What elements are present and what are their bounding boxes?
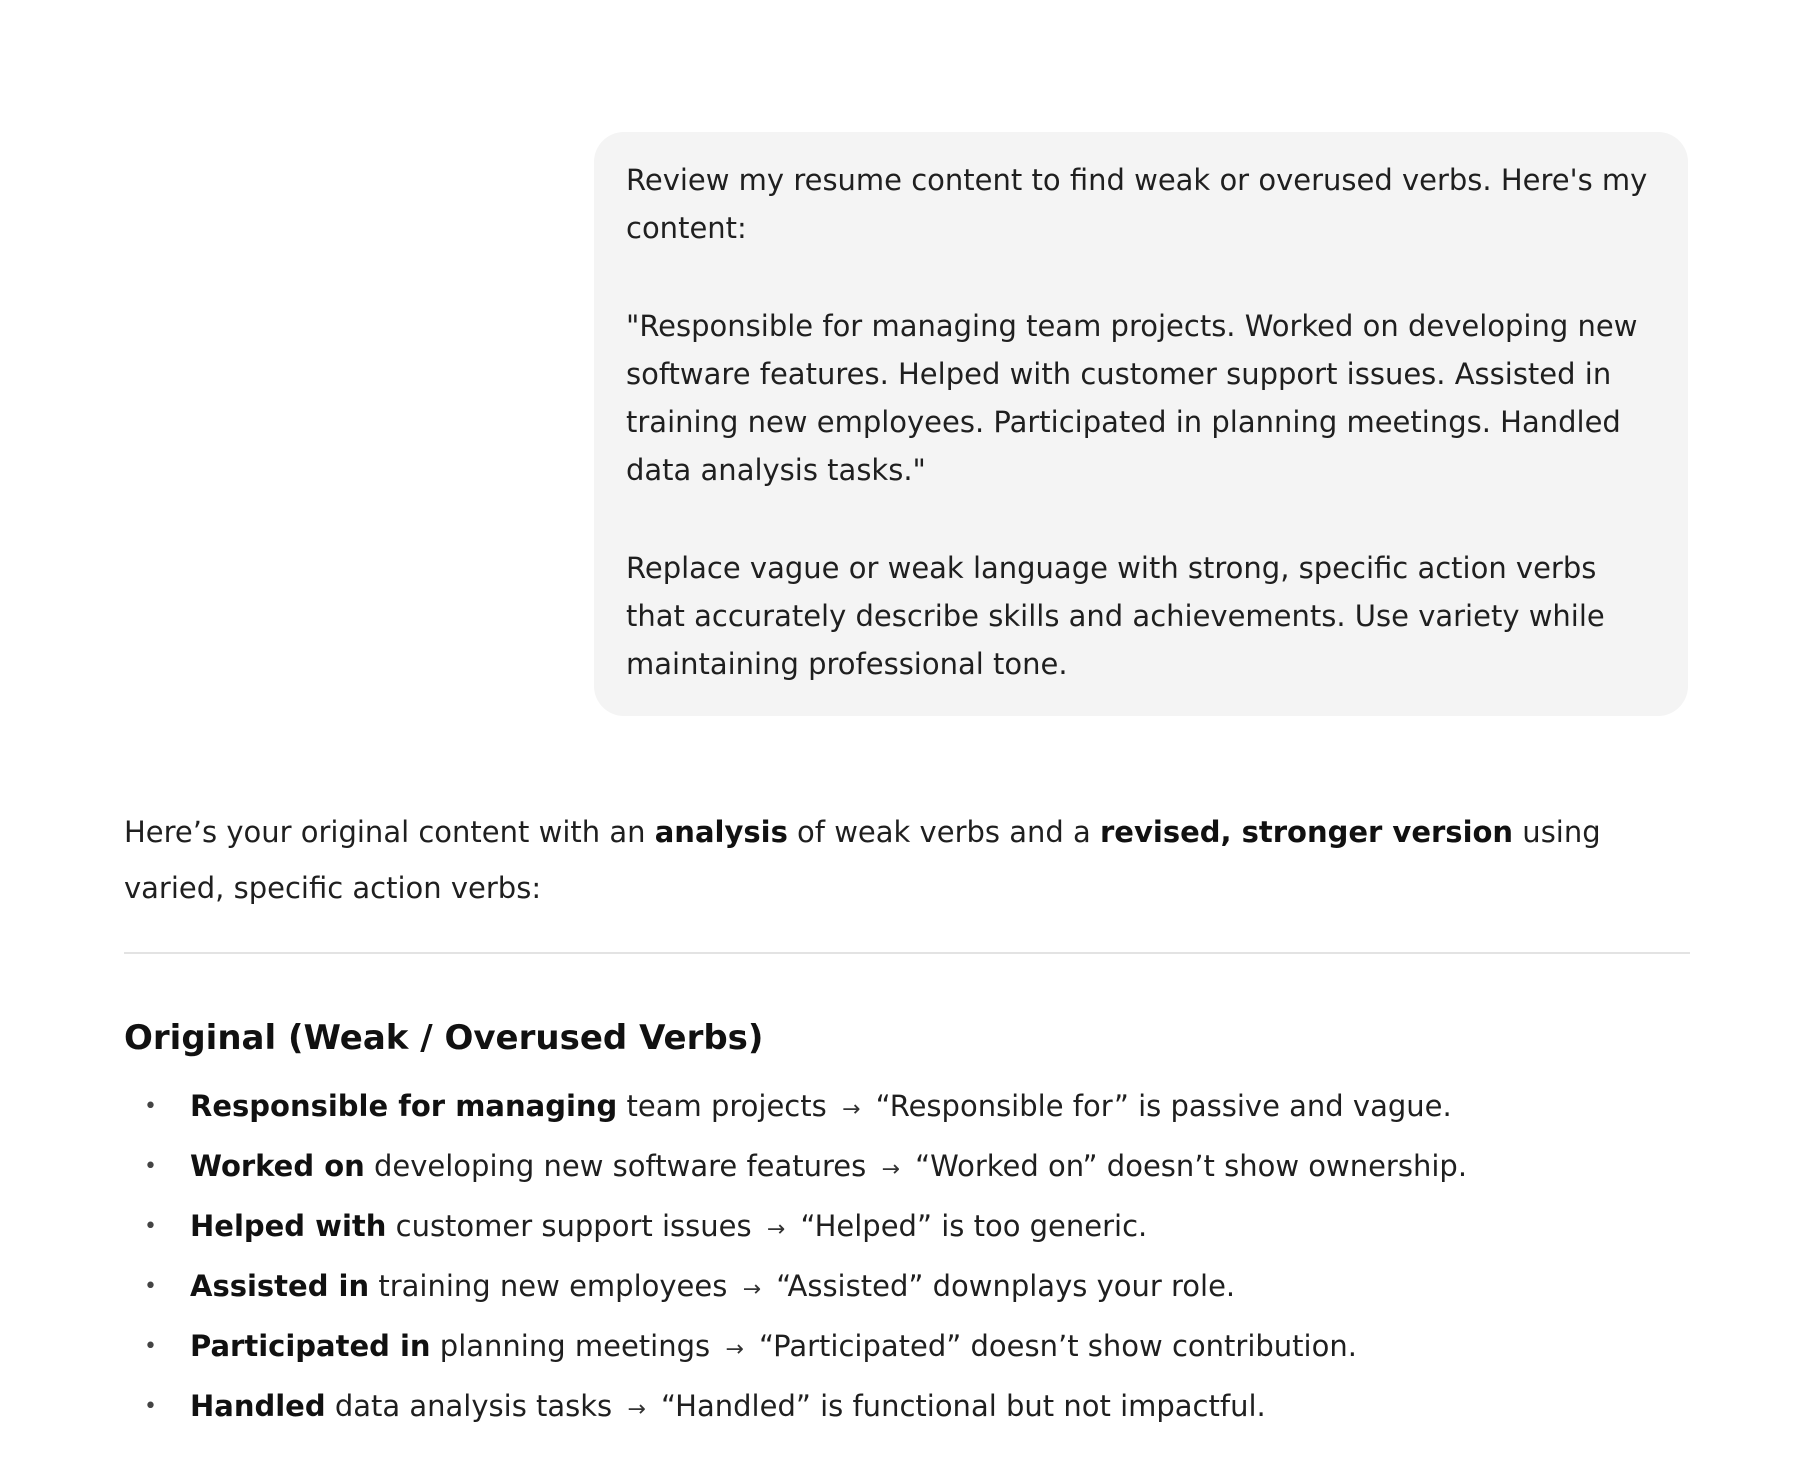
intro-text-2: of weak verbs and a [787,815,1100,849]
intro-text-3: using varied, specific action verbs: [124,815,1601,905]
section-divider [124,952,1690,954]
weak-verb-list [124,1078,1690,1438]
list-item [124,1138,1690,1198]
intro-bold-analysis: analysis [654,815,788,849]
list-item [124,1078,1690,1138]
item-text: training new employees [369,1269,737,1303]
arrow-right-icon: → [766,1217,786,1242]
arrow-right-icon: → [725,1337,744,1362]
arrow-right-icon: → [881,1157,900,1182]
intro-bold-revised: revised, stronger version [1100,815,1514,849]
weak-verb: Helped with [190,1209,387,1243]
bullet-icon: • [144,1394,157,1419]
item-comment: “Handled” is functional but not impactful. [651,1389,1266,1423]
item-text: customer support issues [386,1209,761,1243]
bullet-icon: • [144,1214,157,1239]
arrow-right-icon: → [841,1097,861,1122]
item-comment: “Assisted” downplays your role. [767,1269,1236,1303]
item-text: developing new software features [364,1149,876,1183]
section-heading-original: Original (Weak / Overused Verbs) [124,1018,764,1058]
item-text: data analysis tasks [325,1389,622,1423]
list-item [124,1198,1690,1258]
assistant-intro [124,804,1690,916]
weak-verb: Handled [190,1389,326,1423]
item-text: team projects [617,1089,836,1123]
intro-text-1: Here’s your original content with an [124,815,655,849]
item-comment: “Responsible for” is passive and vague. [866,1089,1452,1123]
list-item [124,1318,1690,1378]
weak-verb: Worked on [190,1149,365,1183]
list-item [124,1378,1690,1438]
list-item [124,1258,1690,1318]
weak-verb: Assisted in [190,1269,370,1303]
user-message-paragraph-1: Review my resume content to find weak or overused verbs. Here's my content: [626,163,1648,245]
arrow-right-icon: → [742,1277,761,1302]
user-message-paragraph-2: "Responsible for managing team projects. Worked on developing new software features. Helped with customer support issues. Assisted in training new employees. Participated in planning meetings. Handled data analysis tasks." [626,309,1638,487]
bullet-icon: • [144,1154,157,1179]
weak-verb: Responsible for managing [190,1089,618,1123]
user-message-paragraph-3: Replace vague or weak language with strong, specific action verbs that accurately describe skills and achievements. Use variety while maintaining professional tone. [626,551,1605,681]
item-text: planning meetings [430,1329,720,1363]
item-comment: “Helped” is too generic. [791,1209,1148,1243]
user-message-bubble [594,132,1688,716]
item-comment: “Worked on” doesn’t show ownership. [905,1149,1468,1183]
weak-verb: Participated in [190,1329,431,1363]
bullet-icon: • [144,1334,157,1359]
assistant-response [124,804,1690,1438]
bullet-icon: • [144,1094,157,1119]
arrow-right-icon: → [627,1397,646,1422]
bullet-icon: • [144,1274,157,1299]
item-comment: “Participated” doesn’t show contribution. [749,1329,1357,1363]
